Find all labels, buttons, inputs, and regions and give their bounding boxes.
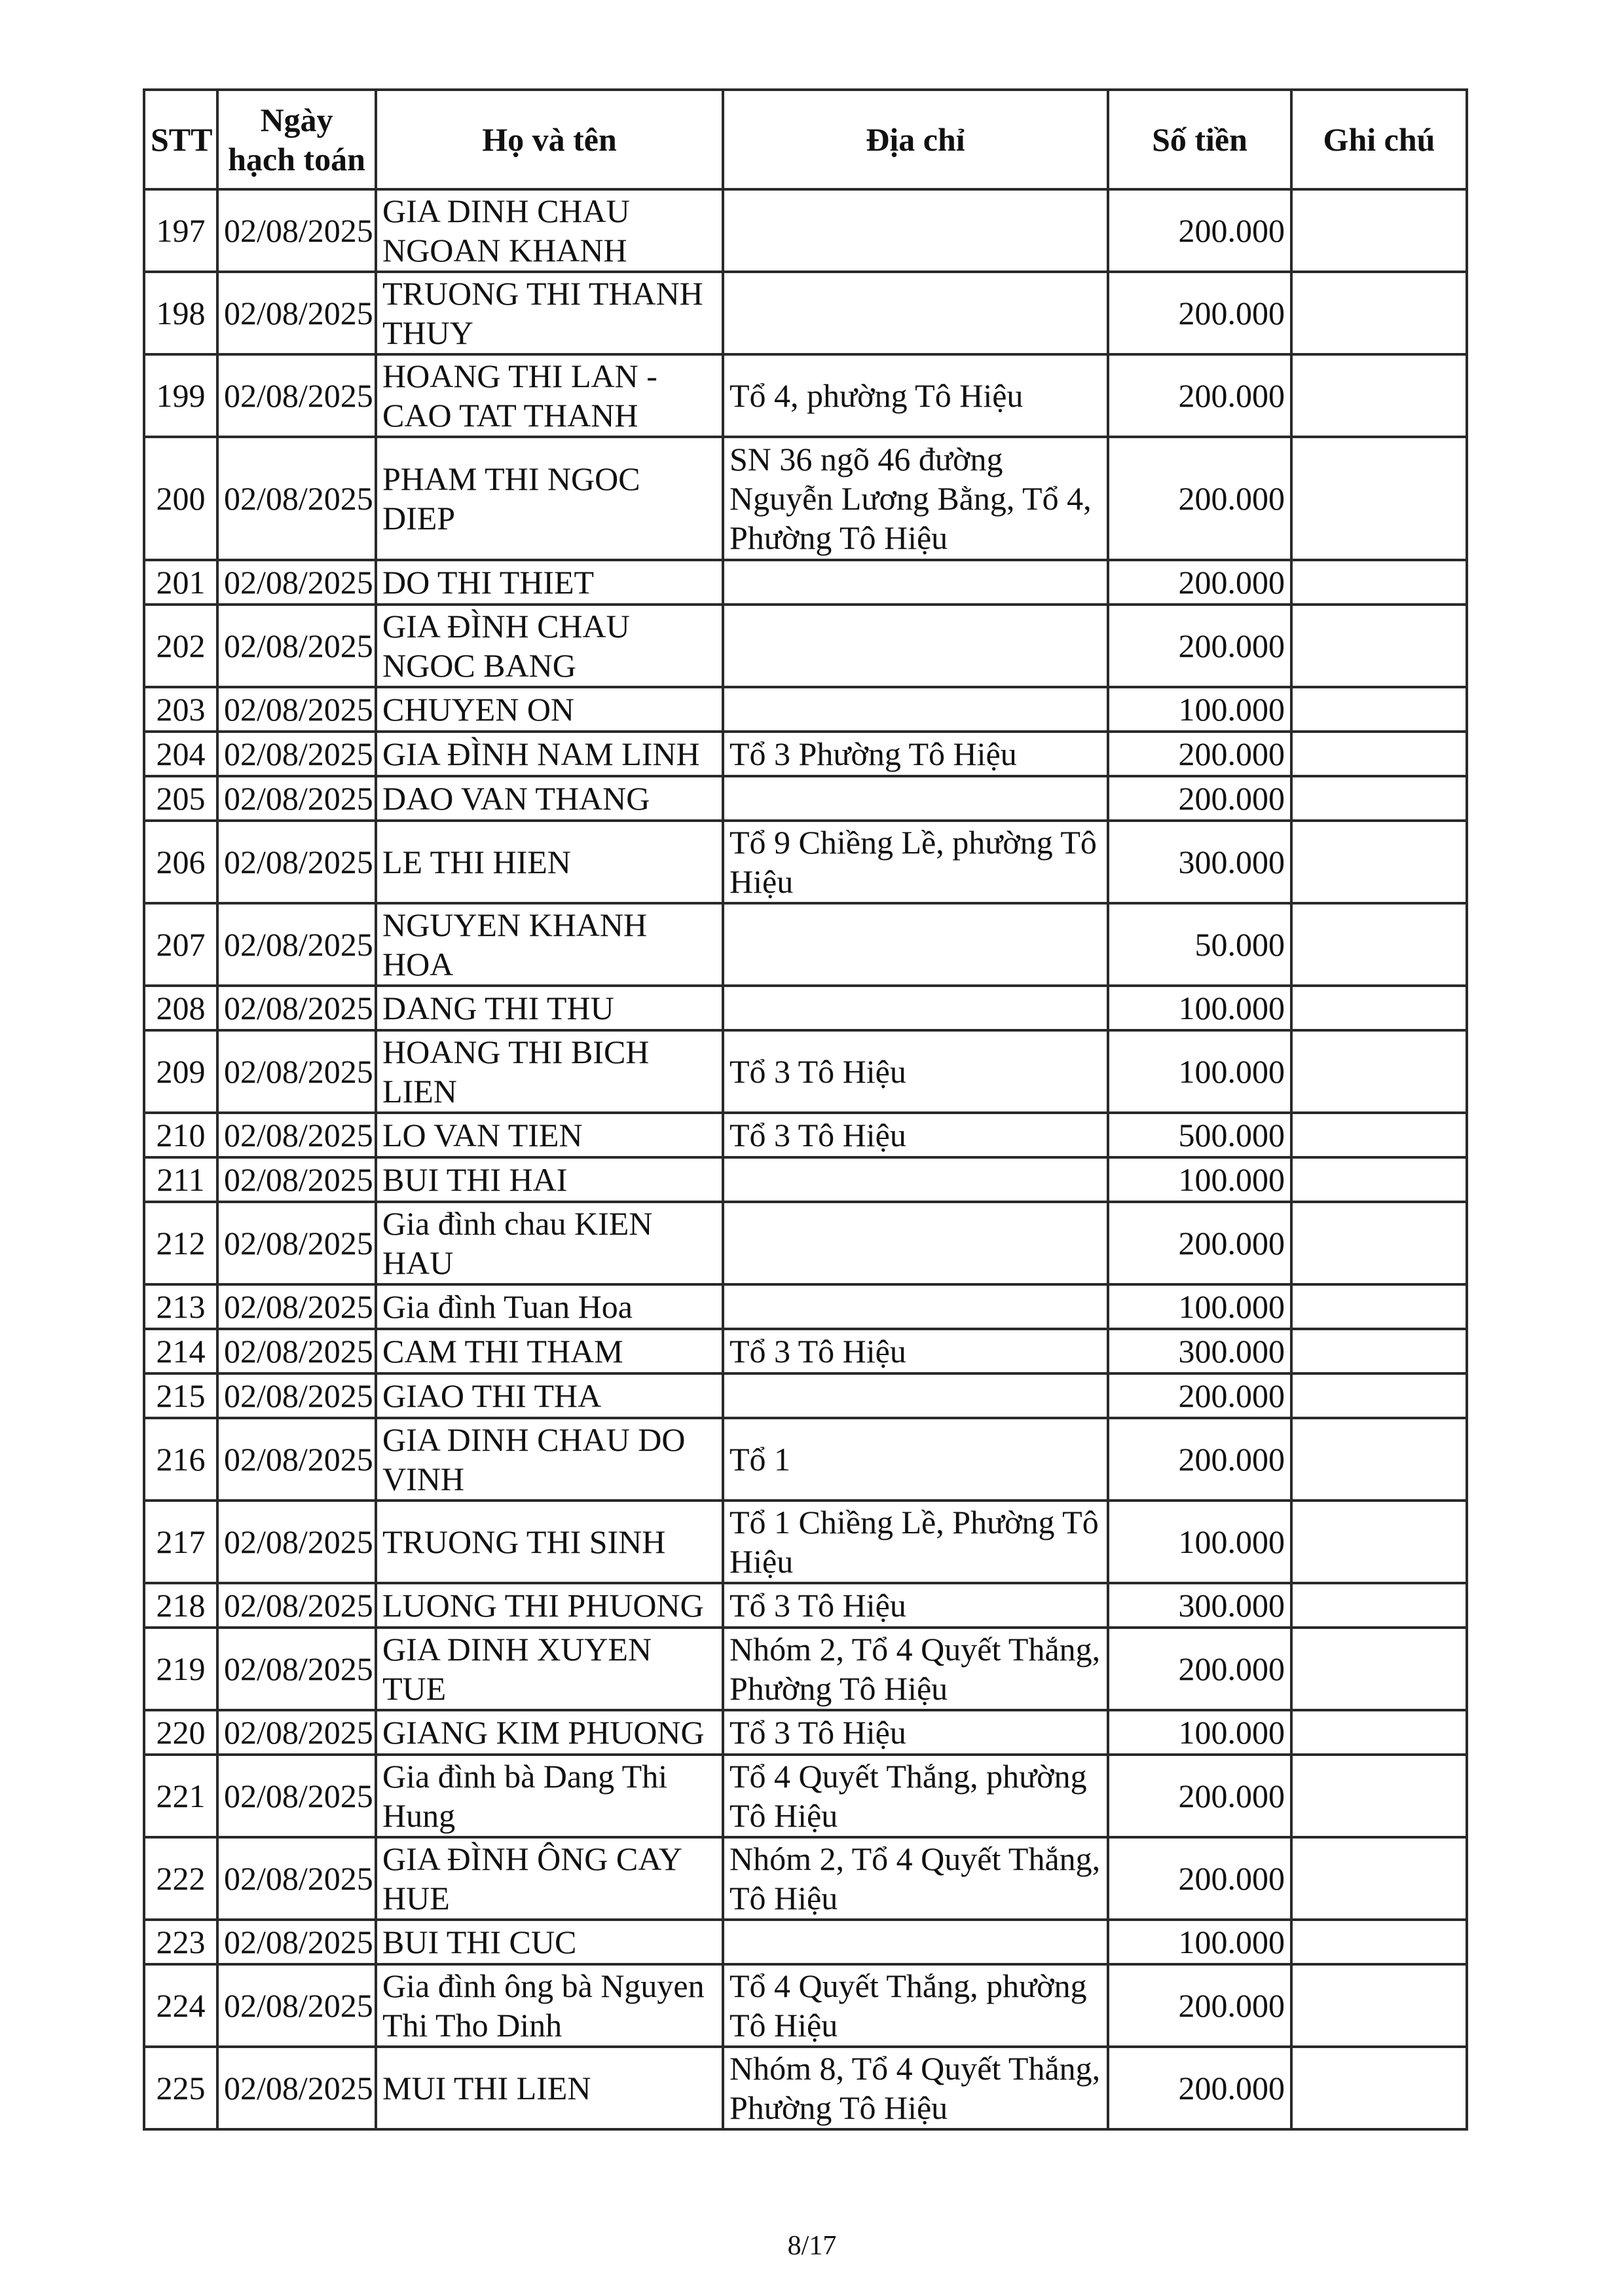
date-cell: 02/08/2025 <box>217 1710 376 1755</box>
stt-cell: 220 <box>144 1710 217 1755</box>
table-row <box>144 437 1467 560</box>
name-cell: GIA ĐÌNH CHAU NGOC BANG <box>376 605 723 687</box>
date-cell: 02/08/2025 <box>217 1755 376 1837</box>
date-cell: 02/08/2025 <box>217 687 376 732</box>
table-row <box>144 776 1467 821</box>
address-cell: Tổ 1 <box>723 1418 1108 1501</box>
date-cell: 02/08/2025 <box>217 1202 376 1284</box>
name-cell: MUI THI LIEN <box>376 2047 723 2129</box>
amount-cell: 200.000 <box>1108 354 1291 437</box>
amount-cell: 200.000 <box>1108 2047 1291 2129</box>
date-cell: 02/08/2025 <box>217 1964 376 2047</box>
table-body <box>144 189 1467 2129</box>
stt-cell: 219 <box>144 1628 217 1710</box>
name-cell: GIA ĐÌNH ÔNG CAY HUE <box>376 1837 723 1920</box>
stt-cell: 199 <box>144 354 217 437</box>
name-cell: Gia đình chau KIEN HAU <box>376 1202 723 1284</box>
amount-cell: 100.000 <box>1108 1284 1291 1329</box>
address-cell: Tổ 1 Chiềng Lề, Phường Tô Hiệu <box>723 1501 1108 1583</box>
stt-cell: 203 <box>144 687 217 732</box>
date-cell: 02/08/2025 <box>217 272 376 354</box>
address-cell: Tổ 3 Tô Hiệu <box>723 1710 1108 1755</box>
name-cell: HOANG THI LAN - CAO TAT THANH <box>376 354 723 437</box>
stt-cell: 221 <box>144 1755 217 1837</box>
name-cell: HOANG THI BICH LIEN <box>376 1030 723 1113</box>
date-cell: 02/08/2025 <box>217 2047 376 2129</box>
table-row <box>144 1418 1467 1501</box>
stt-cell: 206 <box>144 821 217 903</box>
address-cell <box>723 605 1108 687</box>
date-cell: 02/08/2025 <box>217 903 376 986</box>
stt-cell: 204 <box>144 732 217 776</box>
stt-cell: 197 <box>144 189 217 272</box>
amount-cell: 200.000 <box>1108 272 1291 354</box>
table-row <box>144 1113 1467 1157</box>
amount-cell: 200.000 <box>1108 1373 1291 1418</box>
amount-cell: 100.000 <box>1108 1030 1291 1113</box>
name-cell: DANG THI THU <box>376 986 723 1030</box>
stt-cell: 202 <box>144 605 217 687</box>
stt-cell: 217 <box>144 1501 217 1583</box>
table-row <box>144 821 1467 903</box>
name-cell: Gia đình Tuan Hoa <box>376 1284 723 1329</box>
date-cell: 02/08/2025 <box>217 986 376 1030</box>
stt-cell: 200 <box>144 437 217 560</box>
note-cell <box>1291 1329 1467 1373</box>
note-cell <box>1291 1157 1467 1202</box>
name-cell: CAM THI THAM <box>376 1329 723 1373</box>
date-cell: 02/08/2025 <box>217 821 376 903</box>
amount-cell: 200.000 <box>1108 560 1291 605</box>
amount-cell: 300.000 <box>1108 1583 1291 1628</box>
header-name: Họ và tên <box>376 90 723 189</box>
note-cell <box>1291 687 1467 732</box>
name-cell: NGUYEN KHANH HOA <box>376 903 723 986</box>
stt-cell: 214 <box>144 1329 217 1373</box>
address-cell: Tổ 3 Tô Hiệu <box>723 1030 1108 1113</box>
table-row <box>144 189 1467 272</box>
address-cell <box>723 272 1108 354</box>
note-cell <box>1291 1964 1467 2047</box>
name-cell: GIA DINH XUYEN TUE <box>376 1628 723 1710</box>
stt-cell: 223 <box>144 1920 217 1964</box>
stt-cell: 210 <box>144 1113 217 1157</box>
header-stt: STT <box>144 90 217 189</box>
address-cell: Tổ 3 Phường Tô Hiệu <box>723 732 1108 776</box>
name-cell: GIANG KIM PHUONG <box>376 1710 723 1755</box>
amount-cell: 200.000 <box>1108 776 1291 821</box>
name-cell: LO VAN TIEN <box>376 1113 723 1157</box>
amount-cell: 200.000 <box>1108 605 1291 687</box>
table-row <box>144 354 1467 437</box>
address-cell <box>723 1202 1108 1284</box>
stt-cell: 225 <box>144 2047 217 2129</box>
date-cell: 02/08/2025 <box>217 1030 376 1113</box>
note-cell <box>1291 776 1467 821</box>
stt-cell: 205 <box>144 776 217 821</box>
date-cell: 02/08/2025 <box>217 776 376 821</box>
note-cell <box>1291 1628 1467 1710</box>
date-cell: 02/08/2025 <box>217 1920 376 1964</box>
amount-cell: 200.000 <box>1108 1628 1291 1710</box>
header-date-line1: Ngày <box>260 102 333 138</box>
date-cell: 02/08/2025 <box>217 1501 376 1583</box>
name-cell: BUI THI CUC <box>376 1920 723 1964</box>
stt-cell: 218 <box>144 1583 217 1628</box>
address-cell <box>723 560 1108 605</box>
header-address: Địa chỉ <box>723 90 1108 189</box>
date-cell: 02/08/2025 <box>217 605 376 687</box>
name-cell: DO THI THIET <box>376 560 723 605</box>
stt-cell: 222 <box>144 1837 217 1920</box>
address-cell: Tổ 4 Quyết Thắng, phường Tô Hiệu <box>723 1755 1108 1837</box>
name-cell: LUONG THI PHUONG <box>376 1583 723 1628</box>
date-cell: 02/08/2025 <box>217 1329 376 1373</box>
amount-cell: 100.000 <box>1108 1501 1291 1583</box>
address-cell: Tổ 9 Chiềng Lề, phường Tô Hiệu <box>723 821 1108 903</box>
note-cell <box>1291 560 1467 605</box>
table-row <box>144 1329 1467 1373</box>
amount-cell: 100.000 <box>1108 1157 1291 1202</box>
name-cell: GIA DINH CHAU DO VINH <box>376 1418 723 1501</box>
address-cell: Tổ 3 Tô Hiệu <box>723 1113 1108 1157</box>
amount-cell: 200.000 <box>1108 437 1291 560</box>
table-header-row <box>144 90 1467 189</box>
header-amount: Số tiền <box>1108 90 1291 189</box>
table-row <box>144 560 1467 605</box>
address-cell <box>723 687 1108 732</box>
address-cell <box>723 776 1108 821</box>
note-cell <box>1291 1030 1467 1113</box>
name-cell: GIA ĐÌNH NAM LINH <box>376 732 723 776</box>
note-cell <box>1291 1755 1467 1837</box>
date-cell: 02/08/2025 <box>217 1418 376 1501</box>
address-cell: Tổ 4 Quyết Thắng, phường Tô Hiệu <box>723 1964 1108 2047</box>
amount-cell: 200.000 <box>1108 1837 1291 1920</box>
stt-cell: 212 <box>144 1202 217 1284</box>
name-cell: Gia đình bà Dang Thi Hung <box>376 1755 723 1837</box>
address-cell <box>723 1920 1108 1964</box>
note-cell <box>1291 1284 1467 1329</box>
name-cell: LE THI HIEN <box>376 821 723 903</box>
date-cell: 02/08/2025 <box>217 189 376 272</box>
amount-cell: 200.000 <box>1108 1755 1291 1837</box>
address-cell: Tổ 4, phường Tô Hiệu <box>723 354 1108 437</box>
stt-cell: 209 <box>144 1030 217 1113</box>
table-row <box>144 1710 1467 1755</box>
date-cell: 02/08/2025 <box>217 1837 376 1920</box>
note-cell <box>1291 732 1467 776</box>
address-cell: Tổ 3 Tô Hiệu <box>723 1329 1108 1373</box>
table-row <box>144 2047 1467 2129</box>
stt-cell: 211 <box>144 1157 217 1202</box>
donation-table <box>143 88 1468 2131</box>
amount-cell: 200.000 <box>1108 1418 1291 1501</box>
name-cell: CHUYEN ON <box>376 687 723 732</box>
address-cell: Nhóm 8, Tổ 4 Quyết Thắng, Phường Tô Hiệu <box>723 2047 1108 2129</box>
amount-cell: 100.000 <box>1108 1710 1291 1755</box>
note-cell <box>1291 903 1467 986</box>
table-row <box>144 605 1467 687</box>
date-cell: 02/08/2025 <box>217 1373 376 1418</box>
date-cell: 02/08/2025 <box>217 732 376 776</box>
amount-cell: 50.000 <box>1108 903 1291 986</box>
name-cell: PHAM THI NGOC DIEP <box>376 437 723 560</box>
address-cell <box>723 1373 1108 1418</box>
note-cell <box>1291 272 1467 354</box>
address-cell <box>723 189 1108 272</box>
note-cell <box>1291 605 1467 687</box>
name-cell: BUI THI HAI <box>376 1157 723 1202</box>
amount-cell: 100.000 <box>1108 986 1291 1030</box>
note-cell <box>1291 1710 1467 1755</box>
stt-cell: 216 <box>144 1418 217 1501</box>
amount-cell: 200.000 <box>1108 732 1291 776</box>
note-cell <box>1291 1501 1467 1583</box>
table-row <box>144 687 1467 732</box>
table-row <box>144 903 1467 986</box>
name-cell: TRUONG THI SINH <box>376 1501 723 1583</box>
table-row <box>144 1964 1467 2047</box>
table-row <box>144 1755 1467 1837</box>
amount-cell: 500.000 <box>1108 1113 1291 1157</box>
table-row <box>144 732 1467 776</box>
name-cell: TRUONG THI THANH THUY <box>376 272 723 354</box>
table-row <box>144 1030 1467 1113</box>
note-cell <box>1291 354 1467 437</box>
name-cell: Gia đình ông bà Nguyen Thi Tho Dinh <box>376 1964 723 2047</box>
table-row <box>144 1583 1467 1628</box>
name-cell: DAO VAN THANG <box>376 776 723 821</box>
name-cell: GIAO THI THA <box>376 1373 723 1418</box>
address-cell <box>723 1284 1108 1329</box>
date-cell: 02/08/2025 <box>217 354 376 437</box>
note-cell <box>1291 1418 1467 1501</box>
note-cell <box>1291 1920 1467 1964</box>
note-cell <box>1291 2047 1467 2129</box>
amount-cell: 200.000 <box>1108 189 1291 272</box>
table-row <box>144 1157 1467 1202</box>
note-cell <box>1291 189 1467 272</box>
note-cell <box>1291 1202 1467 1284</box>
amount-cell: 100.000 <box>1108 1920 1291 1964</box>
date-cell: 02/08/2025 <box>217 437 376 560</box>
stt-cell: 208 <box>144 986 217 1030</box>
date-cell: 02/08/2025 <box>217 1157 376 1202</box>
page-number: 8/17 <box>787 2231 837 2261</box>
stt-cell: 207 <box>144 903 217 986</box>
table-row <box>144 1373 1467 1418</box>
amount-cell: 200.000 <box>1108 1964 1291 2047</box>
date-cell: 02/08/2025 <box>217 1583 376 1628</box>
table-row <box>144 1628 1467 1710</box>
table-row <box>144 272 1467 354</box>
address-cell <box>723 1157 1108 1202</box>
stt-cell: 213 <box>144 1284 217 1329</box>
amount-cell: 200.000 <box>1108 1202 1291 1284</box>
header-date <box>217 90 376 189</box>
note-cell <box>1291 1113 1467 1157</box>
header-note: Ghi chú <box>1291 90 1467 189</box>
date-cell: 02/08/2025 <box>217 560 376 605</box>
table-row <box>144 1501 1467 1583</box>
stt-cell: 215 <box>144 1373 217 1418</box>
table-row <box>144 1920 1467 1964</box>
address-cell <box>723 903 1108 986</box>
note-cell <box>1291 1373 1467 1418</box>
note-cell <box>1291 986 1467 1030</box>
amount-cell: 300.000 <box>1108 1329 1291 1373</box>
table-row <box>144 1284 1467 1329</box>
address-cell: Tổ 3 Tô Hiệu <box>723 1583 1108 1628</box>
table-row <box>144 986 1467 1030</box>
date-cell: 02/08/2025 <box>217 1628 376 1710</box>
name-cell: GIA DINH CHAU NGOAN KHANH <box>376 189 723 272</box>
table-row <box>144 1837 1467 1920</box>
note-cell <box>1291 1837 1467 1920</box>
amount-cell: 300.000 <box>1108 821 1291 903</box>
note-cell <box>1291 821 1467 903</box>
stt-cell: 201 <box>144 560 217 605</box>
date-cell: 02/08/2025 <box>217 1284 376 1329</box>
address-cell: Nhóm 2, Tổ 4 Quyết Thắng, Tô Hiệu <box>723 1837 1108 1920</box>
note-cell <box>1291 437 1467 560</box>
stt-cell: 198 <box>144 272 217 354</box>
note-cell <box>1291 1583 1467 1628</box>
date-cell: 02/08/2025 <box>217 1113 376 1157</box>
stt-cell: 224 <box>144 1964 217 2047</box>
address-cell <box>723 986 1108 1030</box>
address-cell: Nhóm 2, Tổ 4 Quyết Thắng, Phường Tô Hiệu <box>723 1628 1108 1710</box>
address-cell: SN 36 ngõ 46 đường Nguyễn Lương Bằng, Tổ 4, Phường Tô Hiệu <box>723 437 1108 560</box>
amount-cell: 100.000 <box>1108 687 1291 732</box>
header-date-line2: hạch toán <box>228 141 365 177</box>
table-row <box>144 1202 1467 1284</box>
